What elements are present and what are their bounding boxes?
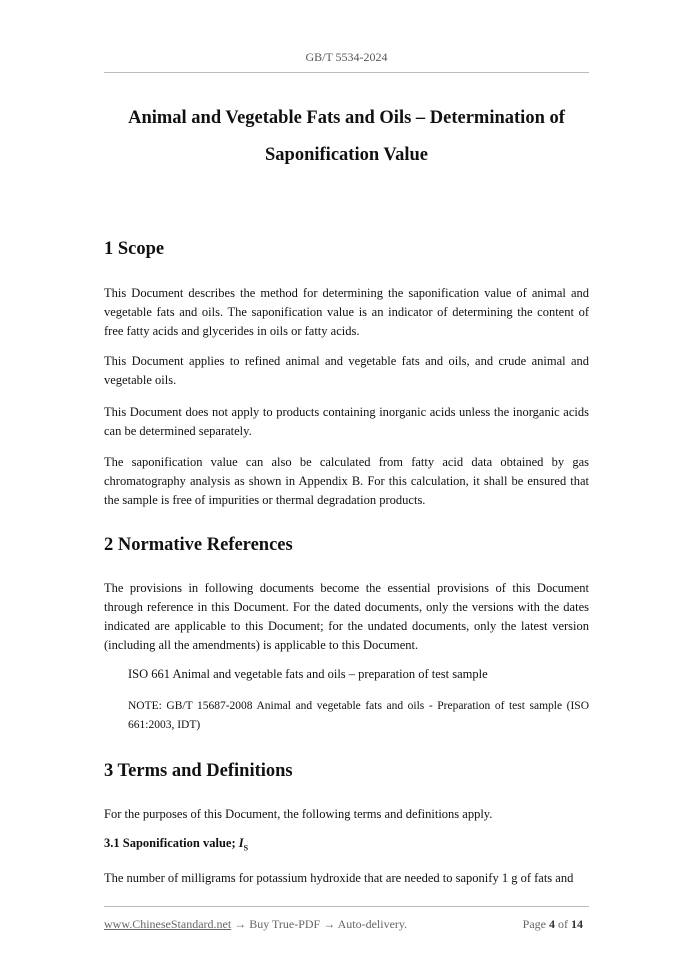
term-symbol-subscript: S (243, 843, 249, 853)
term-label: 3.1 Saponification value; (104, 836, 239, 850)
section-terms-heading: 3 Terms and Definitions (104, 761, 293, 781)
scope-paragraph-1: This Document describes the method for determining the saponification value of animal and vegetable fats and oils. The saponification value is an indicator of determining the content of free fatty acids and glycerides in oils or fatty acids. (104, 286, 589, 338)
term-definition: The number of milligrams for potassium hydroxide that are needed to saponify 1 g of fats and (104, 871, 574, 885)
page-footer (104, 917, 589, 932)
footer-arrow-1: → (231, 917, 250, 931)
section-scope-heading: 1 Scope (104, 239, 165, 259)
document-title-line-1: Animal and Vegetable Fats and Oils – Determination of (128, 108, 565, 128)
footer-delivery-text: Auto-delivery. (337, 917, 408, 931)
normative-reference-item: ISO 661 Animal and vegetable fats and oils – preparation of test sample (128, 667, 488, 681)
terms-intro: For the purposes of this Document, the following terms and definitions apply. (104, 807, 493, 821)
header-standard-code: GB/T 5534-2024 (305, 50, 388, 64)
header-divider (104, 72, 589, 73)
page-total: 14 (571, 917, 583, 931)
page-number (523, 917, 583, 932)
page-of: of (558, 917, 568, 931)
page-label: Page (522, 917, 546, 931)
scope-paragraph-4: The saponification value can also be calculated from fatty acid data obtained by gas chromatography analysis as shown in Appendix B. For this calculation, it shall be ensured that the sample is free of impurities or thermal degradation products. (104, 455, 589, 507)
normative-note: NOTE: GB/T 15687-2008 Animal and vegetable fats and oils - Preparation of test sample (ISO 661:2003, IDT) (128, 700, 589, 731)
footer-buy-text: Buy True-PDF (249, 917, 321, 931)
footer-site-link[interactable]: www.ChineseStandard.net (104, 917, 232, 931)
document-title (104, 100, 589, 174)
section-normative-heading: 2 Normative References (104, 535, 293, 555)
normative-intro: The provisions in following documents become the essential provisions of this Document through reference in this Document. For the dated documents, only the versions with the dates indicated are applicable to this Document; for the undated documents, only the latest version (including all the amendments) is applicable to this Document. (104, 581, 589, 652)
scope-paragraph-2: This Document applies to refined animal and vegetable fats and oils, and crude animal and vegetable oils. (104, 354, 589, 387)
document-title-line-2: Saponification Value (265, 145, 428, 165)
page-current: 4 (549, 917, 555, 931)
footer-divider (104, 906, 589, 907)
scope-paragraph-3: This Document does not apply to products containing inorganic acids unless the inorganic acids can be determined separately. (104, 405, 589, 438)
footer-arrow-2: → (320, 917, 338, 931)
term-symbol: I (238, 836, 244, 850)
term-saponification-value (104, 836, 248, 853)
